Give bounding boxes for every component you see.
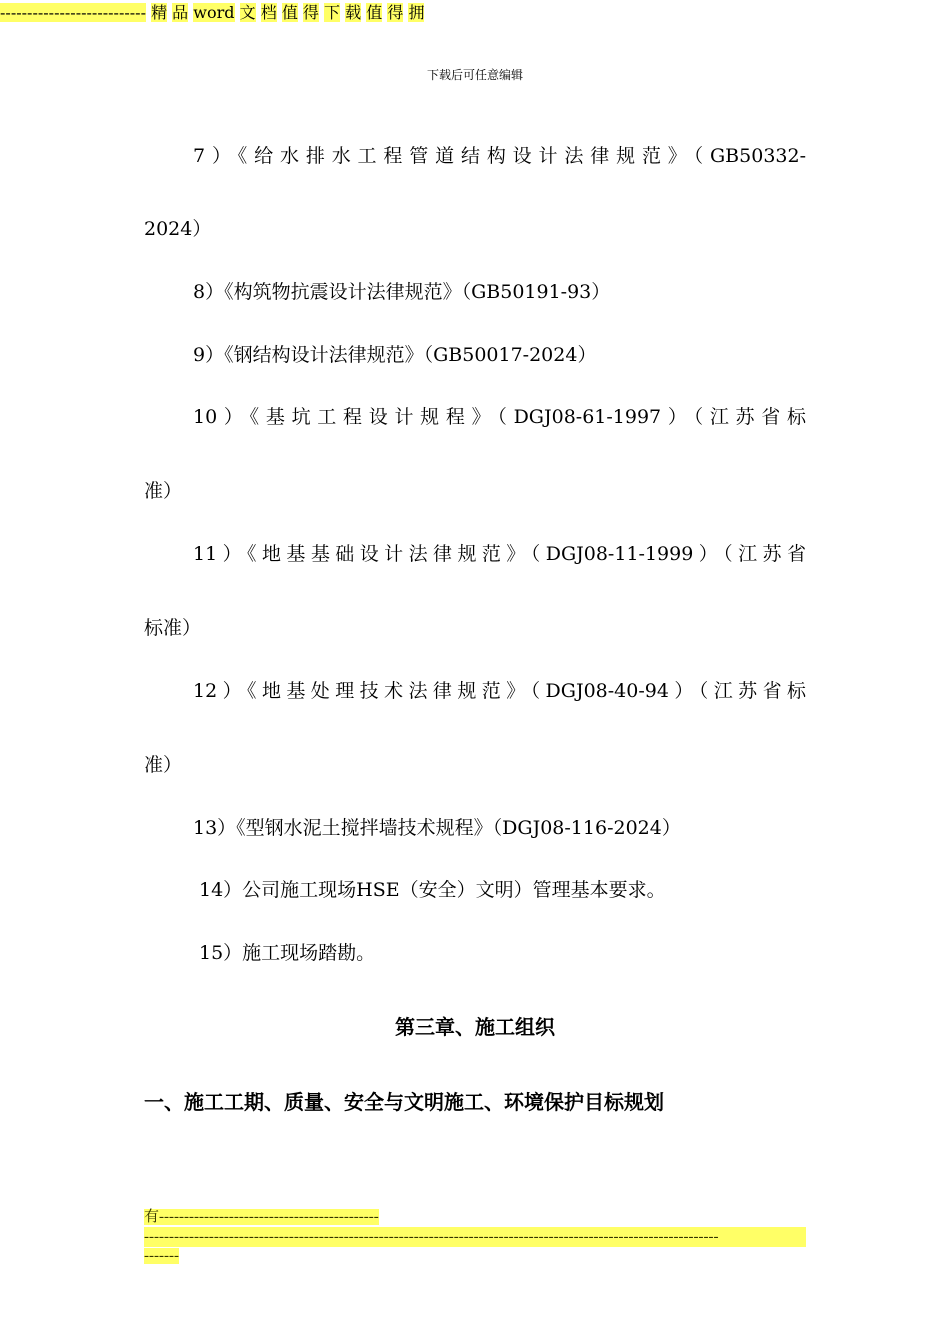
footer-line-4-text: ------- [144,1248,179,1264]
reference-item-12-line-1: 12）《地基处理技术法律规范》（DGJ08-40-94）（江苏省标 [193,680,806,702]
reference-item-15: 15）施工现场踏勘。 [199,942,376,964]
footer-line-2-text: 有-------------------------------------------- [144,1209,379,1225]
footer-word: 拥 [408,3,425,22]
section-heading: 一、施工工期、质量、安全与文明施工、环境保护目标规划 [144,1090,664,1114]
footer-word: 得 [387,3,404,22]
reference-item-11-line-2: 标准） [144,617,202,639]
reference-item-11-line-1: 11）《地基基础设计法律规范》（DGJ08-11-1999）（江苏省 [193,543,806,565]
footer-word: 档 [260,3,277,22]
reference-item-10-line-2: 准） [144,480,183,502]
reference-item-12-line-2: 准） [144,754,183,776]
footer-banner-line-2 [144,1207,806,1227]
footer-banner-line-3 [144,1227,806,1247]
reference-item-8: 8）《构筑物抗震设计法律规范》（GB50191-93） [193,281,611,303]
footer-word: 值 [281,3,298,22]
footer-line-3-text: ------------------------------------------------------------------------------------------------------------------- [144,1229,719,1245]
reference-item-13: 13）《型钢水泥土搅拌墙技术规程》（DGJ08-116-2024） [193,817,681,839]
footer-word: 下 [324,3,341,22]
footer-word: 得 [302,3,319,22]
footer-word: 精 [151,3,168,22]
page-header: 下载后可任意编辑 [426,68,523,82]
reference-item-9: 9）《钢结构设计法律规范》（GB50017-2024） [193,344,597,366]
chapter-heading: 第三章、施工组织 [395,1015,555,1039]
reference-item-14: 14）公司施工现场HSE（安全）文明）管理基本要求。 [199,879,666,901]
footer-word: 品 [172,3,189,22]
reference-item-7-line-2: 2024） [144,218,212,240]
footer-banner-line-1 [0,0,950,23]
reference-item-7-line-1: 7）《给水排水工程管道结构设计法律规范》（GB50332- [193,145,806,167]
footer-word: 载 [345,3,362,22]
footer-dashes: --------------------------- [0,3,146,22]
footer-word: word [193,3,235,22]
footer-word: 值 [366,3,383,22]
reference-item-10-line-1: 10）《基坑工程设计规程》（DGJ08-61-1997）（江苏省标 [193,406,806,428]
footer-banner-line-4 [144,1246,806,1266]
footer-word: 文 [239,3,256,22]
